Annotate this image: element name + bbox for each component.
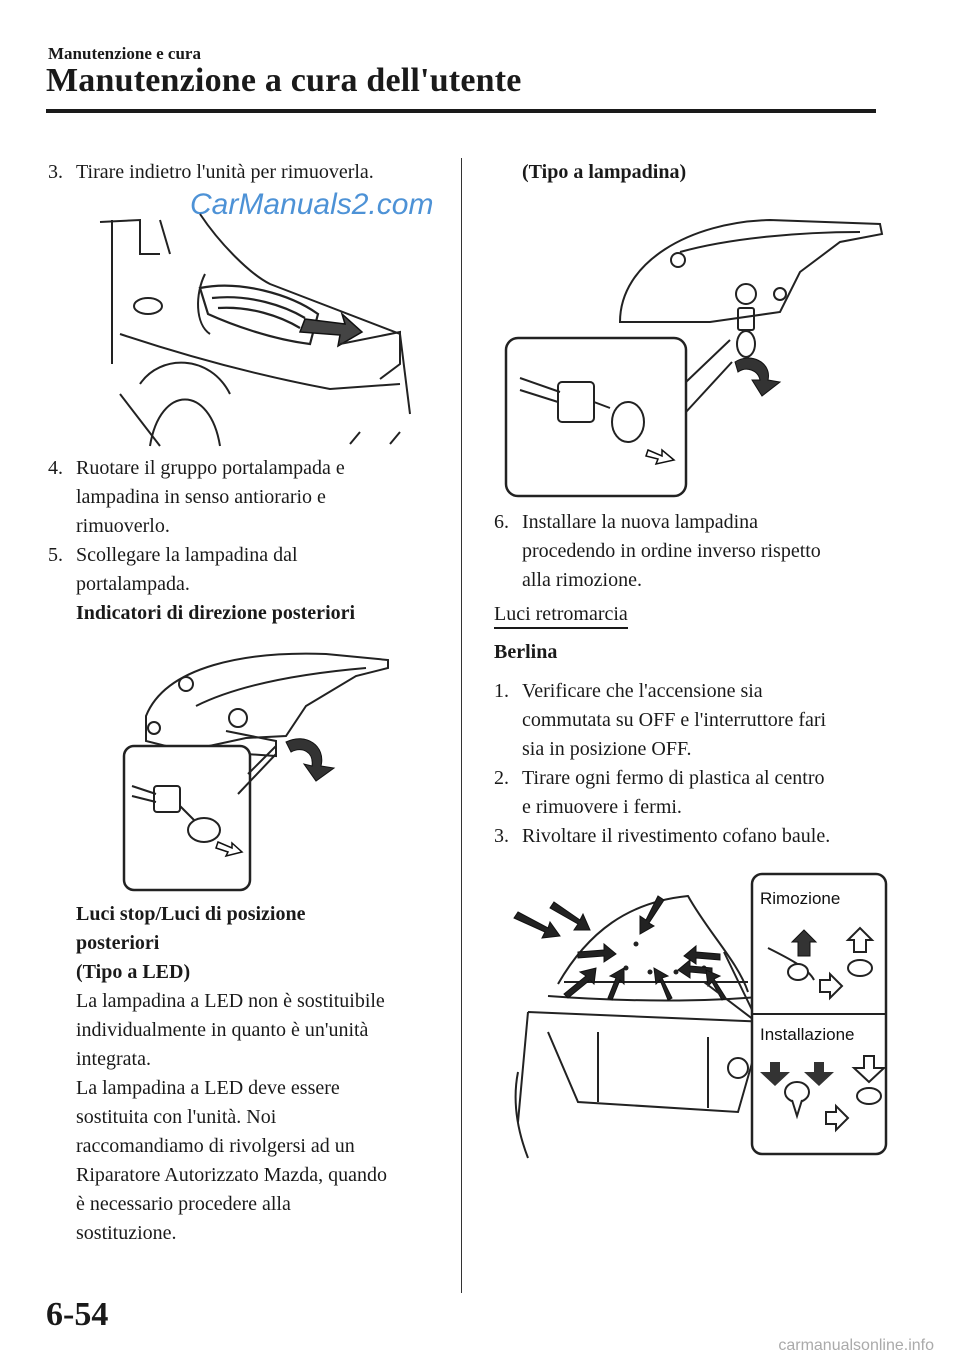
step-text: rimuoverlo. [76, 515, 170, 537]
footer-url: carmanualsonline.info [778, 1337, 934, 1354]
subheading-indicators: Indicatori di direzione posteriori [76, 602, 356, 624]
step-number: 3. [48, 161, 63, 183]
step-text: sia in posizione OFF. [522, 738, 692, 760]
title-rule [46, 109, 876, 113]
step-number: 3. [494, 825, 509, 847]
step-3 [48, 158, 374, 187]
callout-install-label: Installazione [760, 1025, 855, 1044]
section-reverse-lights [494, 600, 628, 629]
figure-bulb-type [510, 212, 890, 498]
step-number: 5. [48, 544, 63, 566]
watermark-logo: CarManuals2.com [190, 188, 434, 221]
step-text: Installare la nuova lampadina [522, 511, 759, 533]
led-line: individualmente in quanto è un'unità [76, 1019, 369, 1041]
sedan-steps [494, 677, 830, 851]
step-text: Ruotare il gruppo portalampada e [76, 457, 345, 479]
step-number: 1. [494, 680, 509, 702]
subheading-bulb-type: (Tipo a lampadina) [522, 161, 687, 183]
subheading-sedan: Berlina [494, 641, 558, 663]
step-4 [48, 454, 345, 541]
subheading-stop-lights: Luci stop/Luci di posizione [76, 903, 306, 925]
step-number: 2. [494, 767, 509, 789]
led-line: integrata. [76, 1048, 151, 1070]
figure-tail-lamp-removal [100, 214, 420, 446]
step-text: commutata su OFF e l'interruttore fari [522, 709, 827, 731]
callout-removal-label: Rimozione [760, 889, 841, 908]
step-5 [48, 541, 355, 628]
section-label: Manutenzione e cura [48, 44, 201, 63]
page-number: 6-54 [46, 1296, 109, 1333]
step-text: portalampada. [76, 573, 190, 595]
step-text: Verificare che l'accensione sia [522, 680, 763, 702]
figure-turn-signal-bulb [126, 646, 396, 892]
step-6 [494, 508, 821, 595]
led-line: è necessario procedere alla [76, 1193, 291, 1215]
subheading-stop-lights-cont: posteriori [76, 932, 160, 954]
figure-trunk-clips [508, 872, 888, 1158]
stop-lights-section [76, 900, 387, 1248]
led-line: sostituita con l'unità. Noi [76, 1106, 277, 1128]
step-text: Rivoltare il rivestimento cofano baule. [522, 825, 831, 847]
led-line: La lampadina a LED deve essere [76, 1077, 340, 1099]
step-number: 4. [48, 457, 63, 479]
step-text: lampadina in senso antiorario e [76, 486, 326, 508]
step-text: Tirare indietro l'unità per rimuoverla. [76, 161, 374, 183]
subheading-led-type: (Tipo a LED) [76, 961, 191, 983]
led-line: raccomandiamo di rivolgersi ad un [76, 1135, 355, 1157]
step-number: 6. [494, 511, 509, 533]
step-text: e rimuovere i fermi. [522, 796, 682, 818]
section-heading: Luci retromarcia [494, 603, 628, 629]
page-title: Manutenzione a cura dell'utente [46, 62, 522, 99]
led-line: sostituzione. [76, 1222, 177, 1244]
step-text: Scollegare la lampadina dal [76, 544, 298, 566]
step-text: Tirare ogni fermo di plastica al centro [522, 767, 825, 789]
column-divider [461, 158, 462, 1293]
step-text: procedendo in ordine inverso rispetto [522, 540, 821, 562]
step-text: alla rimozione. [522, 569, 642, 591]
led-line: La lampadina a LED non è sostituibile [76, 990, 385, 1012]
led-line: Riparatore Autorizzato Mazda, quando [76, 1164, 387, 1186]
